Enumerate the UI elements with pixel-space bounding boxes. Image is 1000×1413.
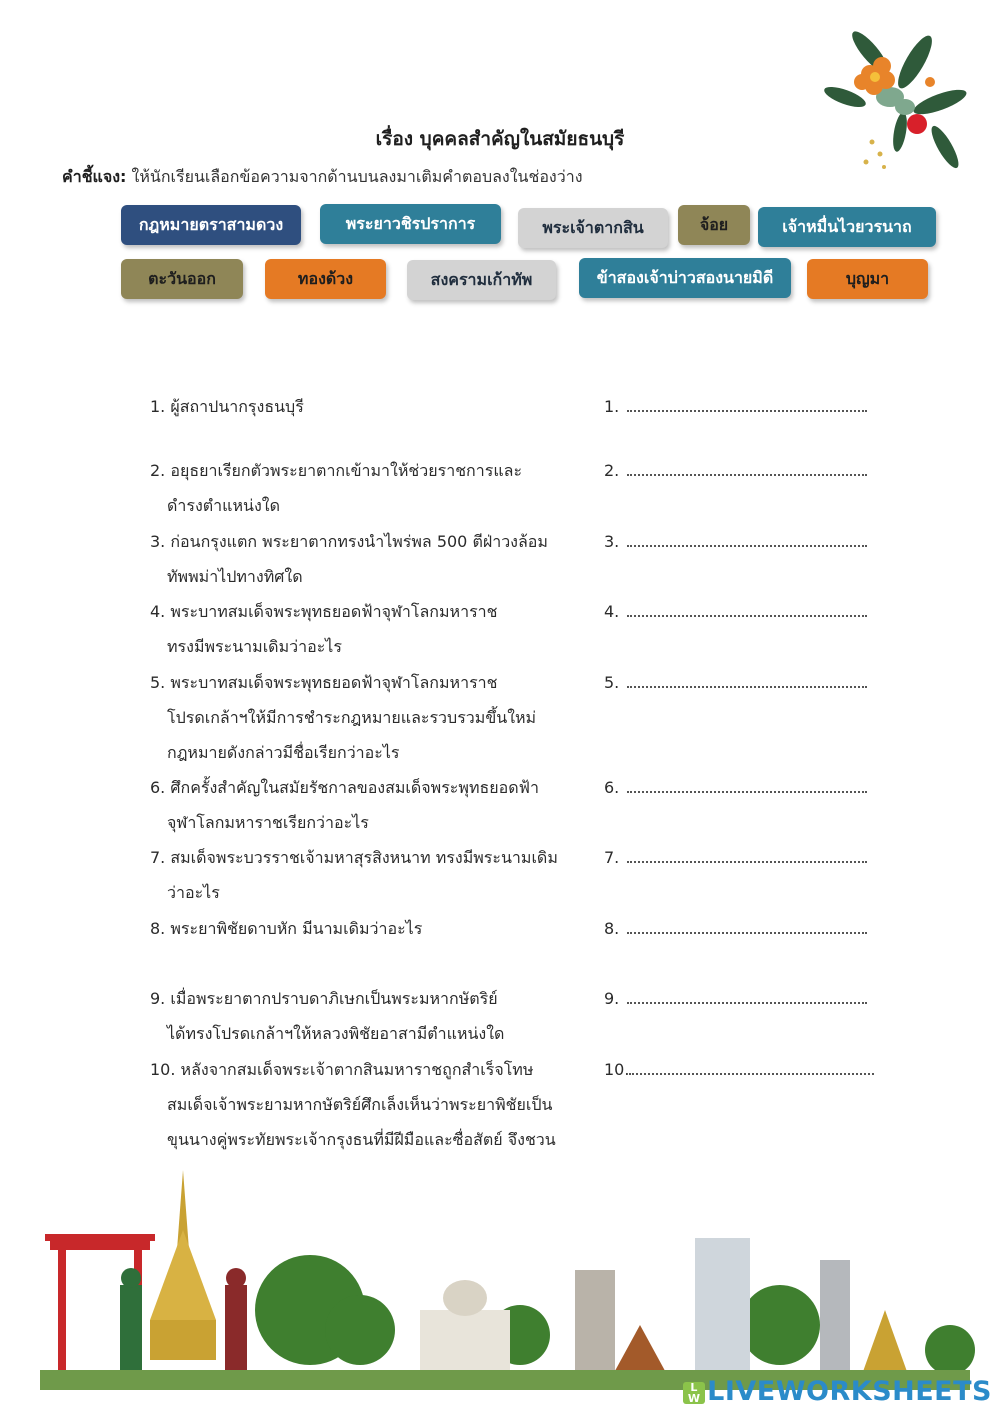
answer-label: 4. <box>604 602 620 621</box>
question-text: ขุนนางคู่พระทัยพระเจ้ากรุงธนที่มีฝีมือและซื่อสัตย์ จึงชวน <box>167 1130 556 1149</box>
answer-label: 3. <box>604 532 620 551</box>
answer-label: 6. <box>604 778 620 797</box>
question-10 <box>150 1052 556 1157</box>
answer-2[interactable] <box>604 453 867 488</box>
question-text: ว่าอะไร <box>167 883 220 902</box>
question-text: สมเด็จเจ้าพระยามหากษัตริย์ศึกเล็งเห็นว่าพระยาพิชัยเป็น <box>167 1095 553 1114</box>
question-text: ทรงมีพระนามเดิมว่าอะไร <box>167 637 342 656</box>
answer-4[interactable] <box>604 594 867 629</box>
answer-blank[interactable] <box>627 686 867 688</box>
word-chip[interactable]: ข้าสองเจ้าบ่าวสองนายมิดี <box>579 258 791 298</box>
answer-5[interactable] <box>604 665 867 700</box>
word-chip[interactable]: พระยาวชิรปราการ <box>320 204 501 244</box>
word-chip[interactable]: เจ้าหมื่นไวยวรนาถ <box>758 207 936 247</box>
question-text: โปรดเกล้าฯให้มีการชำระกฎหมายและรวบรวมขึ้นใหม่ <box>167 708 537 727</box>
question-9 <box>150 981 504 1051</box>
word-chip[interactable]: ตะวันออก <box>121 259 243 299</box>
question-5 <box>150 665 536 770</box>
answer-blank[interactable] <box>627 474 867 476</box>
flower-bouquet-icon <box>810 22 970 182</box>
answer-blank[interactable] <box>627 410 867 412</box>
liveworksheets-logo <box>683 1376 992 1407</box>
word-chip[interactable]: สงครามเก้าทัพ <box>407 260 556 300</box>
answer-blank[interactable] <box>629 1073 874 1075</box>
question-text: 7. สมเด็จพระบวรราชเจ้ามหาสุรสิงหนาท ทรงมีพระนามเดิม <box>150 848 558 867</box>
question-1 <box>150 389 304 424</box>
question-text: 9. เมื่อพระยาตากปราบดาภิเษกเป็นพระมหากษัตริย์ <box>150 989 498 1008</box>
answer-6[interactable] <box>604 770 867 805</box>
word-chip[interactable]: ทองด้วง <box>265 259 386 299</box>
answer-1[interactable] <box>604 389 867 424</box>
answer-blank[interactable] <box>627 615 867 617</box>
answer-9[interactable] <box>604 981 867 1016</box>
instruction-text: ให้นักเรียนเลือกข้อความจากด้านบนลงมาเติมคำตอบลงในช่องว่าง <box>131 167 583 186</box>
word-chip[interactable]: กฎหมายตราสามดวง <box>121 205 301 245</box>
question-8 <box>150 911 422 946</box>
question-text: 8. พระยาพิชัยดาบหัก มีนามเดิมว่าอะไร <box>150 919 423 938</box>
instruction-label: คำชี้แจง: <box>62 167 127 186</box>
question-text: จุฬาโลกมหาราชเรียกว่าอะไร <box>167 813 369 832</box>
answer-label: 7. <box>604 848 620 867</box>
question-text: 1. ผู้สถาปนากรุงธนบุรี <box>150 397 304 416</box>
question-text: 2. อยุธยาเรียกตัวพระยาตากเข้ามาให้ช่วยราชการและ <box>150 461 523 480</box>
question-text: 5. พระบาทสมเด็จพระพุทธยอดฟ้าจุฬาโลกมหาราช <box>150 673 498 692</box>
answer-8[interactable] <box>604 911 867 946</box>
answer-label: 10. <box>604 1060 630 1079</box>
logo-badge-icon: L W <box>683 1382 705 1404</box>
word-chip[interactable]: จ้อย <box>678 205 750 245</box>
question-text: 10. หลังจากสมเด็จพระเจ้าตากสินมหาราชถูกสำเร็จโทษ <box>150 1060 534 1079</box>
question-text: ได้ทรงโปรดเกล้าฯให้หลวงพิชัยอาสามีตำแหน่งใด <box>167 1024 505 1043</box>
question-text: ทัพพม่าไปทางทิศใด <box>167 567 303 586</box>
answer-label: 5. <box>604 673 620 692</box>
question-7 <box>150 840 558 910</box>
answer-label: 8. <box>604 919 620 938</box>
question-4 <box>150 594 498 664</box>
question-text: 4. พระบาทสมเด็จพระพุทธยอดฟ้าจุฬาโลกมหาราช <box>150 602 498 621</box>
question-text: กฎหมายดังกล่าวมีชื่อเรียกว่าอะไร <box>167 743 400 762</box>
worksheet-title: เรื่อง บุคคลสำคัญในสมัยธนบุรี <box>375 128 625 150</box>
word-chip[interactable]: บุญมา <box>807 259 928 299</box>
word-chip[interactable]: พระเจ้าตากสิน <box>518 208 668 248</box>
instruction <box>62 165 583 190</box>
bangkok-skyline-illustration <box>0 1160 1000 1390</box>
logo-text: LIVEWORKSHEETS <box>707 1376 992 1407</box>
answer-blank[interactable] <box>627 791 867 793</box>
answer-blank[interactable] <box>627 932 867 934</box>
answer-blank[interactable] <box>627 861 867 863</box>
answer-10[interactable] <box>604 1052 874 1087</box>
question-text: ดำรงตำแหน่งใด <box>167 496 280 515</box>
question-2 <box>150 453 522 523</box>
answer-blank[interactable] <box>627 545 867 547</box>
question-text: 6. ศึกครั้งสำคัญในสมัยรัชกาลของสมเด็จพระพุทธยอดฟ้า <box>150 778 539 797</box>
answer-7[interactable] <box>604 840 867 875</box>
answer-blank[interactable] <box>627 1002 867 1004</box>
answer-label: 9. <box>604 989 620 1008</box>
answer-label: 1. <box>604 397 620 416</box>
question-6 <box>150 770 539 840</box>
answer-3[interactable] <box>604 524 867 559</box>
answer-label: 2. <box>604 461 620 480</box>
question-text: 3. ก่อนกรุงแตก พระยาตากทรงนำไพร่พล 500 ตีฝ่าวงล้อม <box>150 532 548 551</box>
question-3 <box>150 524 548 594</box>
